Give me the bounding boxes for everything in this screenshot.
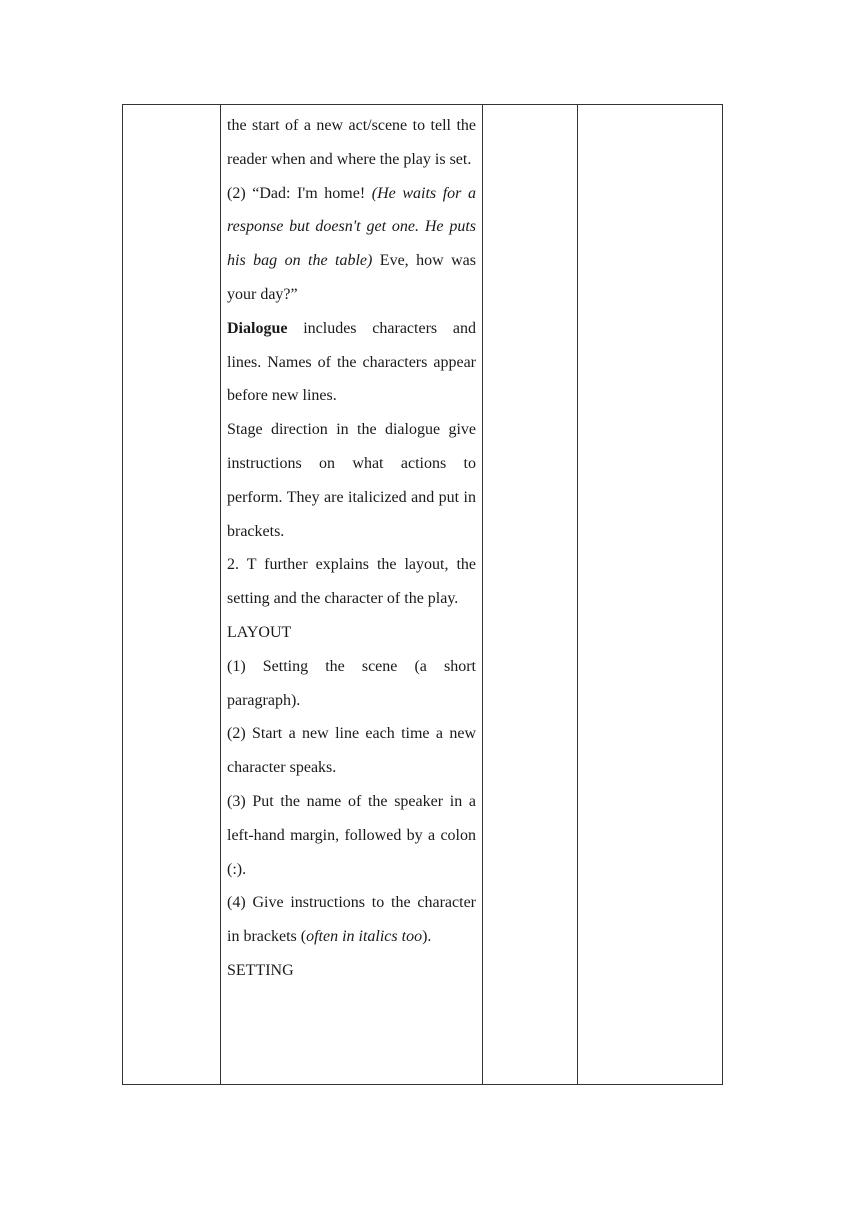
text: (3) Put the name of the speaker in a left-hand margin, followed by a colon (:). <box>227 792 476 878</box>
text: 2. T further explains the layout, the setting and the character of the play. <box>227 556 476 608</box>
text: Stage direction in the dialogue give instructions on what actions to perform. They are italicized and put in brackets. <box>227 421 476 540</box>
text: (2) “Dad: I'm home! <box>227 184 372 202</box>
bold-term: Dialogue <box>227 319 288 337</box>
layout-item-3 <box>227 785 476 886</box>
paragraph-stage-direction <box>227 413 476 548</box>
layout-item-2 <box>227 717 476 785</box>
table-cell-empty-3 <box>483 105 578 1085</box>
text: Eve, how was your day?” <box>227 252 477 303</box>
italic-text: often in italics too <box>306 928 423 946</box>
paragraph-teacher-explains <box>227 548 476 616</box>
table-cell-content <box>221 105 483 1085</box>
text: the start of a new act/scene to tell the reader when and where the play is set. <box>227 117 476 168</box>
table-cell-empty-4 <box>578 105 723 1085</box>
text: ). <box>422 928 432 946</box>
text: SETTING <box>227 961 294 979</box>
text: (2) Start a new line each time a new character speaks. <box>227 725 476 777</box>
text: (1) Setting the scene (a short paragraph). <box>227 657 476 709</box>
table-cell-empty-1 <box>123 105 221 1085</box>
heading-layout <box>227 616 476 650</box>
paragraph-example-dialogue <box>227 177 476 312</box>
layout-item-4 <box>227 886 476 954</box>
layout-item-1 <box>227 650 476 718</box>
lesson-plan-table <box>122 104 723 1085</box>
text: includes characters and lines. Names of the characters appear before new lines. <box>227 319 476 405</box>
heading-setting <box>227 954 476 988</box>
table-row <box>123 105 723 1085</box>
paragraph-play-setting <box>227 109 476 177</box>
text: (4) Give instructions to the character in brackets ( <box>227 894 476 946</box>
text: LAYOUT <box>227 623 292 641</box>
stage-direction-text: (He waits for a response but doesn't get one. He puts his bag on the table) <box>227 184 476 270</box>
paragraph-dialogue-definition <box>227 312 476 413</box>
